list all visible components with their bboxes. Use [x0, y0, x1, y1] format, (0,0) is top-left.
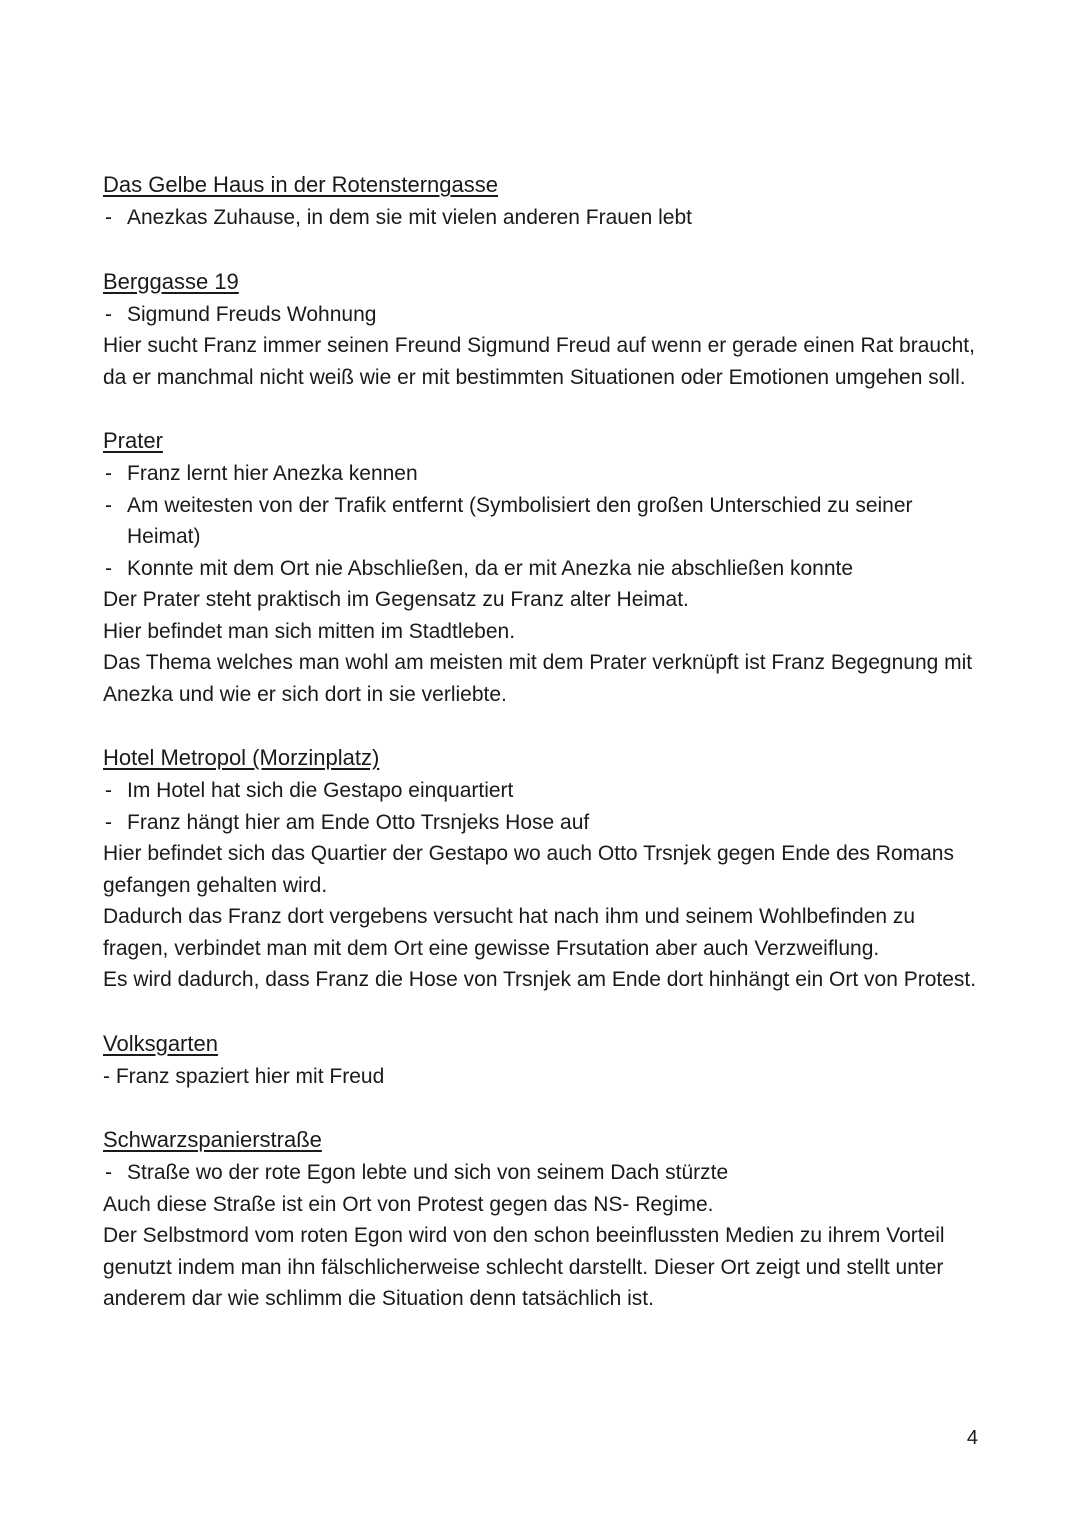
section-heading: Prater [103, 424, 179, 458]
section-heading: Das Gelbe Haus in der Rotensterngasse [103, 168, 514, 202]
section-heading: Berggasse 19 [103, 265, 255, 299]
section-heading: Volksgarten [103, 1027, 234, 1061]
bullet-list [103, 1157, 983, 1189]
paragraph: Das Thema welches man wohl am meisten mit dem Prater verknüpft ist Franz Begegnung mit Anezka und wie er sich dort in sie verliebte. [103, 651, 973, 706]
section-berggasse [103, 265, 983, 394]
bullet-item: - Konnte mit dem Ort nie Abschließen, da er mit Anezka nie abschließen konnte [103, 553, 983, 585]
bullet-item: - Sigmund Freuds Wohnung [103, 299, 983, 331]
paragraph: Dadurch das Franz dort vergebens versucht hat nach ihm und seinem Wohlbefinden zu fragen, verbindet man mit dem Ort eine gewisse Frsutation aber auch Verzweiflung. [103, 905, 916, 960]
paragraph: Hier sucht Franz immer seinen Freund Sigmund Freud auf wenn er gerade einen Rat braucht, da er manchmal nicht weiß wie er mit bestimmten Situationen oder Emotionen umgehen soll. [103, 334, 975, 389]
bullet-list [103, 202, 983, 234]
paragraph: Der Selbstmord vom roten Egon wird von den schon beeinflussten Medien zu ihrem Vorteil genutzt indem man ihn fälschlicherweise schlecht darstellt. Dieser Ort zeigt und stellt unter anderem dar wie schlimm die Situation denn tatsächlich ist. [103, 1224, 945, 1310]
bullet-item: - Straße wo der rote Egon lebte und sich von seinem Dach stürzte [103, 1157, 983, 1189]
section-gelbe-haus [103, 168, 983, 234]
section-heading: Schwarzspanierstraße [103, 1123, 338, 1157]
bullet-list [103, 299, 983, 331]
section-prater [103, 424, 983, 710]
page-number: 4 [966, 1427, 978, 1449]
paragraph: Es wird dadurch, dass Franz die Hose von Trsnjek am Ende dort hinhängt ein Ort von Protest. [103, 968, 977, 991]
bullet-list [103, 775, 983, 838]
paragraph: Der Prater steht praktisch im Gegensatz zu Franz alter Heimat. [103, 588, 689, 611]
bullet-item: - Franz hängt hier am Ende Otto Trsnjeks Hose auf [103, 807, 983, 839]
paragraph: Hier befindet sich das Quartier der Gestapo wo auch Otto Trsnjek gegen Ende des Romans gefangen gehalten wird. [103, 842, 954, 897]
bullet-item: - Im Hotel hat sich die Gestapo einquartiert [103, 775, 983, 807]
bullet-item: - Franz lernt hier Anezka kennen [103, 458, 983, 490]
document-page [103, 168, 983, 1346]
section-volksgarten [103, 1027, 983, 1093]
section-heading: Hotel Metropol (Morzinplatz) [103, 741, 395, 775]
bullet-item: - Anezkas Zuhause, in dem sie mit vielen anderen Frauen lebt [103, 202, 983, 234]
bullet-item: - Am weitesten von der Trafik entfernt (Symbolisiert den großen Unterschied zu seiner Heimat) [103, 490, 983, 553]
paragraph: Hier befindet man sich mitten im Stadtleben. [103, 619, 516, 643]
plain-line: - Franz spaziert hier mit Freud [103, 1064, 385, 1088]
bullet-list [103, 458, 983, 584]
paragraph: Auch diese Straße ist ein Ort von Protest gegen das NS- Regime. [103, 1192, 714, 1216]
section-hotel-metropol [103, 741, 983, 996]
section-schwarzspanierstrasse [103, 1123, 983, 1315]
